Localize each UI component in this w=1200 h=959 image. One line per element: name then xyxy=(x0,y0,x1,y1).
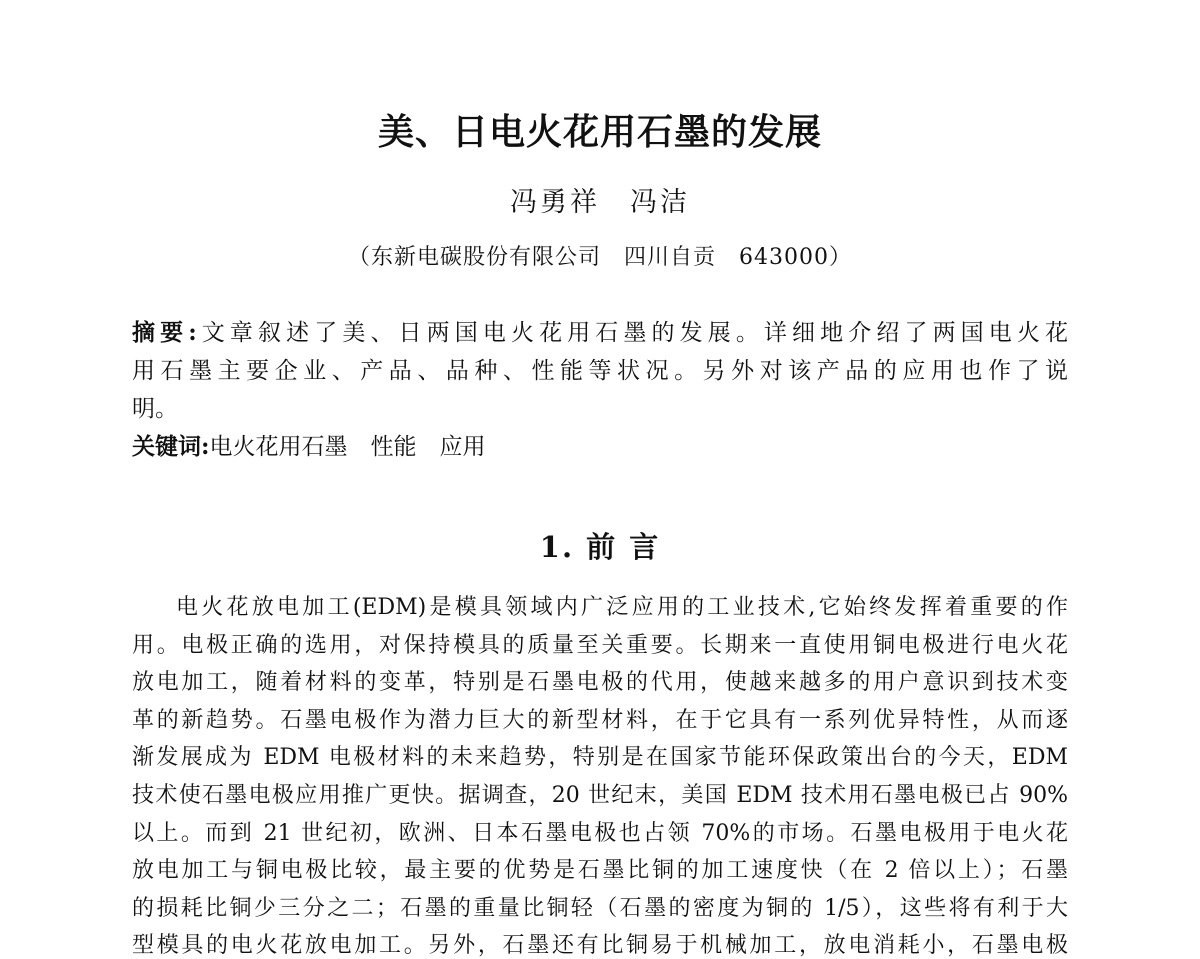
keywords-label: 关键词: xyxy=(132,433,210,460)
paper-title: 美、日电火花用石墨的发展 xyxy=(377,111,822,153)
body-line: 型模具的电火花放电加工。另外，石墨还有比铜易于机械加工，放电消耗小，石墨电极 xyxy=(132,933,1068,959)
keywords xyxy=(132,428,1068,461)
body-line: 的损耗比铜少三分之二；石墨的重量比铜轻（石墨的密度为铜的 1/5），这些将有利于大 xyxy=(132,895,1068,921)
keywords-text: 电火花用石墨 性能 应用 xyxy=(209,434,486,460)
abstract-label: 摘要: xyxy=(132,319,197,346)
abstract-line: 明。 xyxy=(132,396,178,422)
authors: 冯勇祥 冯洁 xyxy=(510,187,690,218)
abstract-line: 用石墨主要企业、产品、品种、性能等状况。另外对该产品的应用也作了说 xyxy=(132,358,1068,384)
body-line: 电火花放电加工(EDM)是模具领域内广泛应用的工业技术,它始终发挥着重要的作 xyxy=(176,595,1068,620)
body-line: 渐发展成为 EDM 电极材料的未来趋势，特别是在国家节能环保政策出台的今天，EDM xyxy=(132,745,1068,771)
body-line: 用。电极正确的选用，对保持模具的质量至关重要。长期来一直使用铜电极进行电火花 xyxy=(132,632,1068,658)
body-line: 放电加工，随着材料的变革，特别是石墨电极的代用，使越来越多的用户意识到技术变 xyxy=(132,670,1068,696)
section-heading: 1. 前 言 xyxy=(539,530,661,564)
abstract-line: 摘要:文章叙述了美、日两国电火花用石墨的发展。详细地介绍了两国电火花 xyxy=(132,319,1068,346)
affiliation: （东新电碳股份有限公司 四川自贡 643000） xyxy=(348,245,852,270)
body-line: 放电加工与铜电极比较，最主要的优势是石墨比铜的加工速度快（在 2 倍以上）；石墨 xyxy=(132,858,1068,884)
body-line: 技术使石墨电极应用推广更快。据调查，20 世纪末，美国 EDM 技术用石墨电极已占 90% xyxy=(132,783,1068,808)
body-line: 革的新趋势。石墨电极作为潜力巨大的新型材料，在于它具有一系列优异特性，从而逐 xyxy=(132,707,1068,733)
body-line: 以上。而到 21 世纪初，欧洲、日本石墨电极也占领 70%的市场。石墨电极用于电火花 xyxy=(132,820,1068,846)
